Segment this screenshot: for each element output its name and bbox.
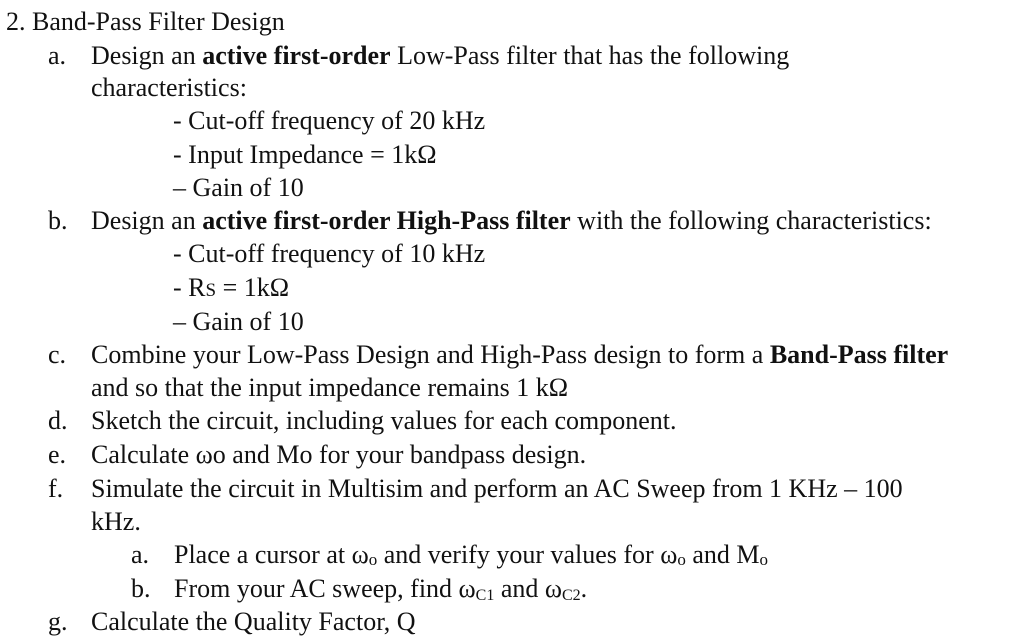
item-a-text: Design an active first-order Low-Pass filter that has the following xyxy=(91,41,790,70)
item-g-marker: g. xyxy=(48,607,68,636)
item-f-marker: f. xyxy=(48,474,64,503)
item-c-marker: c. xyxy=(48,340,67,369)
item-f-text: Simulate the circuit in Multisim and perform an AC Sweep from 1 KHz – 100 xyxy=(91,474,903,503)
item-b-spec-cutoff: - Cut-off frequency of 10 kHz xyxy=(173,239,486,268)
item-a-spec-impedance: - Input Impedance = 1kΩ xyxy=(173,140,437,169)
item-c-text: Combine your Low-Pass Design and High-Pass design to form a Band-Pass filter xyxy=(91,340,949,369)
item-d-marker: d. xyxy=(48,406,68,435)
item-a-marker: a. xyxy=(48,41,67,70)
item-f-sub-b-text: From your AC sweep, find ωC1 and ωC2. xyxy=(174,574,588,604)
item-c-text-cont: and so that the input impedance remains 1 kΩ xyxy=(91,373,569,402)
item-b-text: Design an active first-order High-Pass filter with the following characteristics: xyxy=(91,206,932,235)
item-f-text-cont: kHz. xyxy=(91,507,141,536)
item-g-text: Calculate the Quality Factor, Q xyxy=(91,607,416,636)
item-b-spec-rs: - RS = 1kΩ xyxy=(173,273,290,302)
item-b-spec-gain: – Gain of 10 xyxy=(173,307,304,336)
item-f-sub-a-text: Place a cursor at ωo and verify your values for ωo and Mo xyxy=(174,540,769,569)
item-a-spec-gain: – Gain of 10 xyxy=(173,173,304,202)
item-e-marker: e. xyxy=(48,440,67,469)
item-a-spec-cutoff: - Cut-off frequency of 20 kHz xyxy=(173,106,486,135)
item-f-sub-b-marker: b. xyxy=(131,574,151,603)
item-d-text: Sketch the circuit, including values for each component. xyxy=(91,406,677,435)
item-a-text-cont: characteristics: xyxy=(91,73,247,102)
item-b-marker: b. xyxy=(48,206,68,235)
item-e-text: Calculate ωo and Mo for your bandpass design. xyxy=(91,440,587,469)
item-f-sub-a-marker: a. xyxy=(131,540,150,569)
section-title: 2. Band-Pass Filter Design xyxy=(6,7,285,36)
